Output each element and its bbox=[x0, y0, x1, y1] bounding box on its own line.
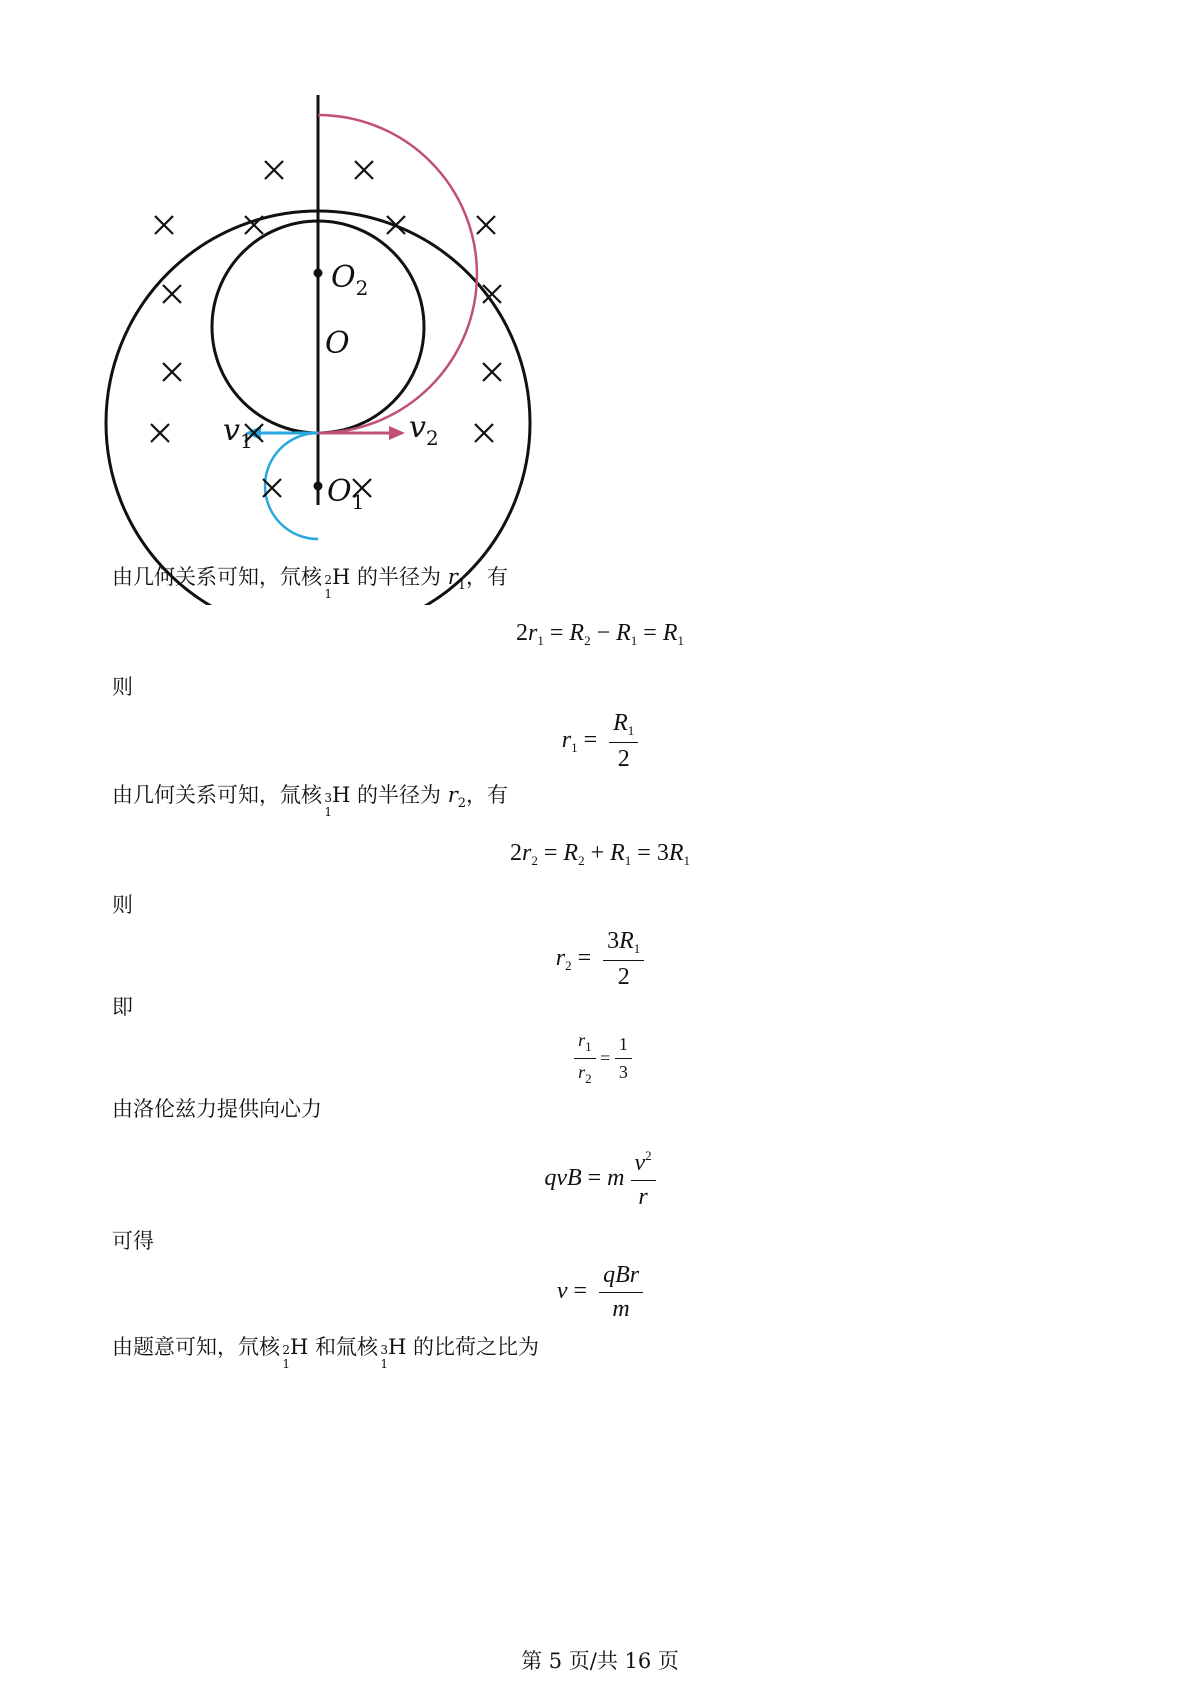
text-segment: H 的比荷之比为 bbox=[388, 1335, 539, 1359]
paragraph-kede: 可得 bbox=[112, 1229, 154, 1253]
label-o2: $O_2$ bbox=[331, 260, 369, 300]
text-segment: H 的半径为 bbox=[332, 565, 441, 589]
paragraph-lorentz: 由洛伦兹力提供向心力 bbox=[112, 1097, 322, 1121]
point-o1 bbox=[314, 482, 323, 491]
fraction: $\frac{r_1}{r_2}$ bbox=[574, 1030, 596, 1087]
text-segment: H 和氚核 bbox=[290, 1335, 378, 1359]
v2-arrow-head bbox=[389, 426, 405, 440]
isotope-notation: 2 1 bbox=[282, 1342, 290, 1371]
paragraph-ji: 即 bbox=[112, 995, 133, 1019]
page-footer: 第 5 页/共 16 页 bbox=[521, 1649, 679, 1673]
equation-3: $2r_2 = R_2 + R_1 = 3R_1$ bbox=[510, 840, 690, 868]
text-segment: 由题意可知，氘核 bbox=[112, 1335, 280, 1359]
magnetic-field-diagram bbox=[95, 95, 575, 605]
subscript: 1 bbox=[457, 578, 467, 593]
equation-5: $\frac{r_1}{r_2}$ = $\frac{1}{3}$ bbox=[0, 1030, 1200, 1087]
equation-6: qvB = m $\frac{v^2}{r}$ bbox=[0, 1148, 1200, 1211]
equation-2: $r_1$ = $\frac{R_1}{2}$ bbox=[0, 710, 1200, 773]
var-r2: r bbox=[447, 783, 458, 807]
fraction: $\frac{3R_1}{2}$ bbox=[603, 928, 644, 991]
fraction: $\frac{R_1}{2}$ bbox=[609, 710, 638, 773]
text-segment: ，有 bbox=[466, 783, 509, 807]
point-o2 bbox=[314, 269, 323, 278]
label-o: O bbox=[325, 326, 350, 361]
text-segment: 由几何关系可知，氘核 bbox=[112, 565, 322, 589]
label-v2: $v_2$ bbox=[409, 410, 439, 450]
var-r1: r bbox=[447, 565, 458, 589]
isotope-notation: 3 1 bbox=[380, 1342, 388, 1371]
text-segment: H 的半径为 bbox=[332, 783, 441, 807]
fraction: $\frac{1}{3}$ bbox=[615, 1034, 632, 1083]
equation-7: v = $\frac{\text{qBr}}{m}$ bbox=[0, 1262, 1200, 1323]
fraction: $\frac{v^2}{r}$ bbox=[631, 1148, 656, 1211]
paragraph-triton-radius bbox=[112, 780, 508, 819]
paragraph-charge-ratio bbox=[112, 1332, 539, 1371]
isotope-notation: 3 1 bbox=[324, 790, 332, 819]
equation-1: $2r_1 = R_2 - R_1 = R_1$ bbox=[516, 620, 684, 648]
paragraph-then-1: 则 bbox=[112, 675, 133, 699]
text-segment: ，有 bbox=[466, 565, 509, 589]
fraction: $\frac{\text{qBr}}{m}$ bbox=[599, 1262, 643, 1323]
text-segment: 由几何关系可知，氚核 bbox=[112, 783, 322, 807]
label-v1: $v_1$ bbox=[223, 413, 253, 453]
isotope-notation: 2 1 bbox=[324, 572, 332, 601]
paragraph-deuteron-radius bbox=[112, 562, 508, 601]
subscript: 2 bbox=[457, 796, 467, 811]
paragraph-then-2: 则 bbox=[112, 893, 133, 917]
label-o1: $O_1$ bbox=[327, 474, 365, 514]
equation-4: $r_2$ = $\frac{3R_1}{2}$ bbox=[0, 928, 1200, 991]
